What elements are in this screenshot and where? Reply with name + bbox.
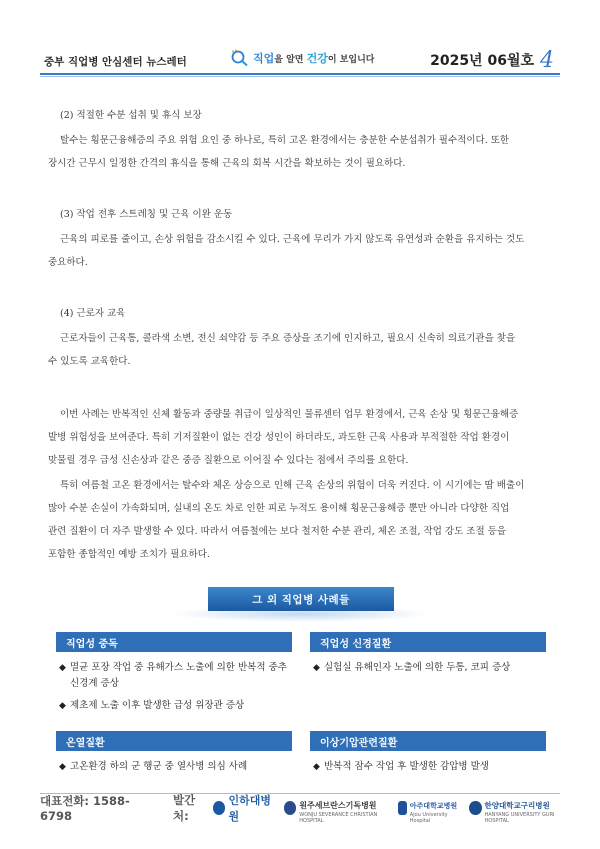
- bullet-icon: ◆: [313, 762, 320, 772]
- publisher-label: 발간처:: [173, 793, 196, 823]
- list-item: ◆ 실험실 유해인자 노출에 의한 두통, 코피 증상: [310, 660, 546, 676]
- hospital-name: 아주대학교병원: [409, 801, 458, 810]
- paragraph-line: 중요하다.: [48, 257, 88, 268]
- hospital-hanyang-guri: [469, 793, 570, 824]
- card-title: 직업성 중독: [56, 632, 292, 652]
- conclusion-paragraph: [48, 403, 554, 472]
- newsletter-name: 중부 직업병 안심센터 뉴스레터: [44, 56, 187, 68]
- card-title: 이상기압관련질환: [310, 731, 546, 751]
- slogan-part4: 이 보입니다: [327, 55, 375, 65]
- slogan-part1: 직업: [253, 52, 275, 65]
- hospital-subtitle: WONJU SEVERANCE CHRISTIAN HOSPITAL: [299, 811, 378, 824]
- paragraph-line: 수 있도록 교육한다.: [48, 356, 131, 367]
- issue-date: 2025년 06월호: [430, 53, 534, 69]
- case-card-heat-illness: [56, 731, 292, 781]
- section-title: (3) 작업 전후 스트레칭 및 근육 이완 운동: [60, 209, 233, 220]
- bullet-icon: ◆: [59, 701, 66, 711]
- paragraph-line: 근로자들이 근육통, 콜라색 소변, 전신 쇠약감 등 주요 증상을 조기에 인지하고, 필요시 신속히 의료기관을 찾을: [60, 333, 516, 344]
- card-list: [56, 759, 292, 775]
- card-title: 직업성 신경질환: [310, 632, 546, 652]
- inha-logo-icon: [213, 801, 225, 815]
- issue-info: [430, 48, 554, 73]
- case-card-pressure-related: [310, 731, 546, 781]
- card-list: [310, 660, 546, 676]
- list-item: ◆ 제초제 노출 이후 발생한 급성 위장관 증상: [56, 698, 296, 714]
- card-title: 온열질환: [56, 731, 292, 751]
- hospital-ajou: [398, 793, 463, 824]
- paragraph-line: 장시간 근무시 일정한 간격의 휴식을 통해 근육의 회복 시간을 확보하는 것이 필요하다.: [48, 158, 406, 169]
- paragraph-line: 발병 위험성을 보여준다. 특히 기저질환이 없는 건강 성인이 하더라도, 과도한 근육 사용과 부적절한 작업 환경이: [48, 432, 510, 443]
- case-card-neurological: [310, 632, 546, 682]
- section-title: (2) 적절한 수분 섭취 및 휴식 보장: [60, 110, 202, 121]
- hospital-name: 원주세브란스기독병원: [299, 800, 377, 810]
- hospital-inha: [213, 792, 276, 824]
- card-list: [310, 759, 546, 775]
- list-item: ◆ 고온환경 하의 군 행군 중 열사병 의심 사례: [56, 759, 292, 775]
- case-card-occupational-poisoning: [56, 632, 296, 720]
- conclusion-paragraph: [48, 474, 554, 566]
- paragraph-line: 포함한 종합적인 예방 조치가 필요하다.: [48, 549, 210, 560]
- card-list: [56, 660, 296, 714]
- paragraph-line: 특히 여름철 고온 환경에서는 탈수와 체온 상승으로 인해 근육 손상의 위험이 더욱 커진다. 이 시기에는 땀 배출이: [60, 480, 525, 491]
- page-number: 4: [540, 48, 554, 73]
- hospital-subtitle: Ajou University Hospital: [409, 811, 448, 824]
- section-title: (4) 근로자 교육: [60, 308, 126, 319]
- paragraph-line: 관련 질환이 더 자주 발생할 수 있다. 따라서 여름철에는 보다 철저한 수분 관리, 체온 조절, 작업 강도 조절 등을: [48, 526, 507, 537]
- header-divider-thin: [40, 76, 560, 77]
- slogan-part3: 건강: [306, 52, 328, 65]
- bullet-icon: ◆: [59, 663, 66, 673]
- banner-title: 그 외 직업병 사례들: [208, 587, 394, 611]
- paragraph-line: 맞물릴 경우 급성 신손상과 같은 중증 질환으로 이어질 수 있다는 점에서 주의를 요한다.: [48, 455, 409, 466]
- magnifier-logo-icon: [230, 49, 250, 67]
- article-body: [48, 104, 554, 566]
- other-cases-banner: [208, 587, 394, 611]
- paragraph-line: 근육의 피로를 줄이고, 손상 위험을 감소시킬 수 있다. 근육에 무리가 가지 않도록 유연성과 순환을 유지하는 것도: [60, 234, 525, 245]
- severance-logo-icon: [284, 801, 297, 815]
- bullet-icon: ◆: [313, 663, 320, 673]
- page-footer: [40, 793, 570, 824]
- section-hydration: [48, 104, 554, 175]
- list-item: ◆ 멸균 포장 작업 중 유해가스 노출에 의한 반복적 중추신경계 증상: [59, 662, 287, 689]
- hanyang-logo-icon: [469, 801, 481, 815]
- paragraph-line: 이번 사례는 반복적인 신체 활동과 중량물 취급이 일상적인 물류센터 업무 환경에서, 근육 손상 및 횡문근융해증: [60, 409, 519, 420]
- header-divider: [40, 73, 560, 75]
- section-education: [48, 302, 554, 373]
- page-header: [0, 0, 600, 80]
- section-stretching: [48, 203, 554, 274]
- hospital-subtitle: HANYANG UNIVERSITY GURI HOSPITAL: [484, 811, 555, 824]
- hospital-name: 인하대병원: [228, 794, 271, 823]
- paragraph-line: 탈수는 횡문근융해증의 주요 위험 요인 중 하나로, 특히 고온 환경에서는 충분한 수분섭취가 필수적이다. 또한: [60, 135, 510, 146]
- slogan: [230, 47, 375, 69]
- paragraph-line: 많아 수분 손실이 가속화되며, 실내의 온도 차로 인한 피로 누적도 용이해 횡문근융해증 뿐만 아니라 다양한 직업: [48, 503, 510, 514]
- hospital-name: 한양대학교구리병원: [484, 800, 550, 810]
- slogan-part2: 을 알면: [274, 55, 307, 65]
- hospital-wonju: [284, 793, 392, 824]
- bullet-icon: ◆: [59, 762, 66, 772]
- ajou-logo-icon: [398, 801, 407, 815]
- phone-number: 대표전화: 1588-6798: [40, 794, 130, 823]
- list-item: ◆ 반복적 잠수 작업 후 발생한 감압병 발생: [310, 759, 546, 775]
